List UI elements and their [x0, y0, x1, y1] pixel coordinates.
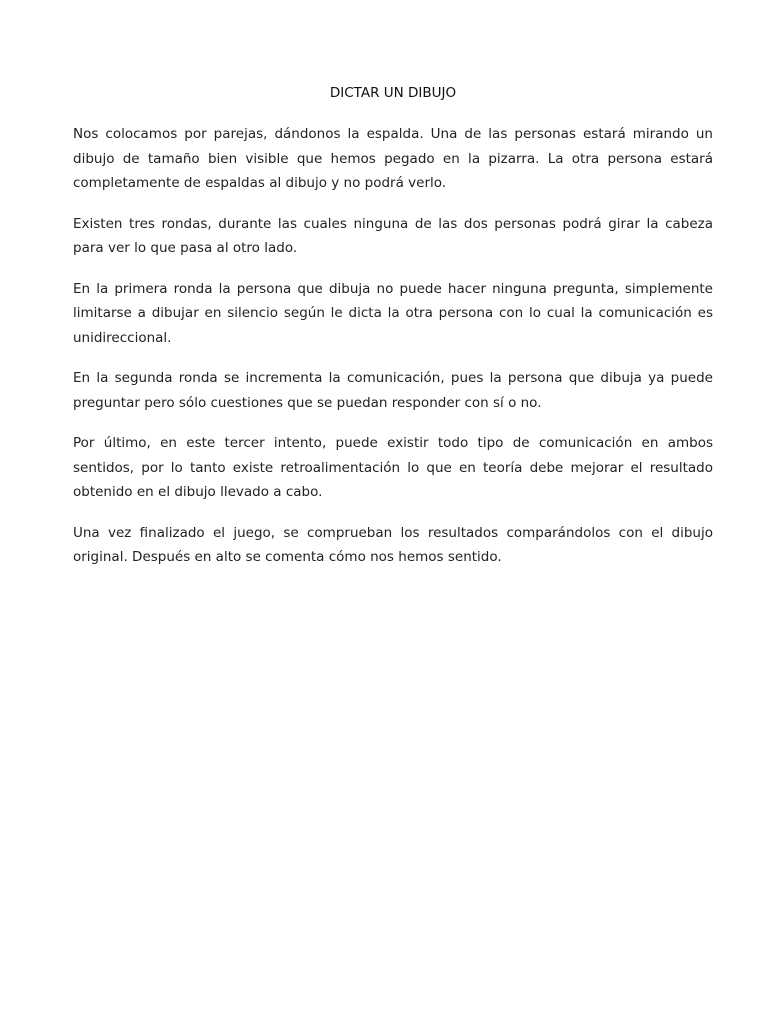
paragraph-4: En la segunda ronda se incrementa la comunicación, pues la persona que dibuja ya puede preguntar pero sólo cuestiones que se puedan responder con sí o no. [73, 370, 713, 411]
paragraph-6: Una vez finalizado el juego, se comprueban los resultados comparándolos con el dibujo original. Después en alto se comenta cómo nos hemos sentido. [73, 524, 713, 565]
paragraph-1: Nos colocamos por parejas, dándonos la espalda. Una de las personas estará mirando un dibujo de tamaño bien visible que hemos pegado en la pizarra. La otra persona estará completamente de espaldas al dibujo y no podrá verlo. [73, 126, 713, 191]
document-body [73, 122, 713, 586]
paragraph-3: En la primera ronda la persona que dibuja no puede hacer ninguna pregunta, simplemente limitarse a dibujar en silencio según le dicta la otra persona con lo cual la comunicación es unidireccional. [73, 280, 713, 346]
document-title: DICTAR UN DIBUJO [329, 85, 457, 101]
paragraph-2: Existen tres rondas, durante las cuales ninguna de las dos personas podrá girar la cabeza para ver lo que pasa al otro lado. [73, 215, 713, 256]
paragraph-5: Por último, en este tercer intento, puede existir todo tipo de comunicación en ambos sentidos, por lo tanto existe retroalimentación lo que en teoría debe mejorar el resultado obtenido en el dibujo llevado a cabo. [73, 435, 713, 500]
